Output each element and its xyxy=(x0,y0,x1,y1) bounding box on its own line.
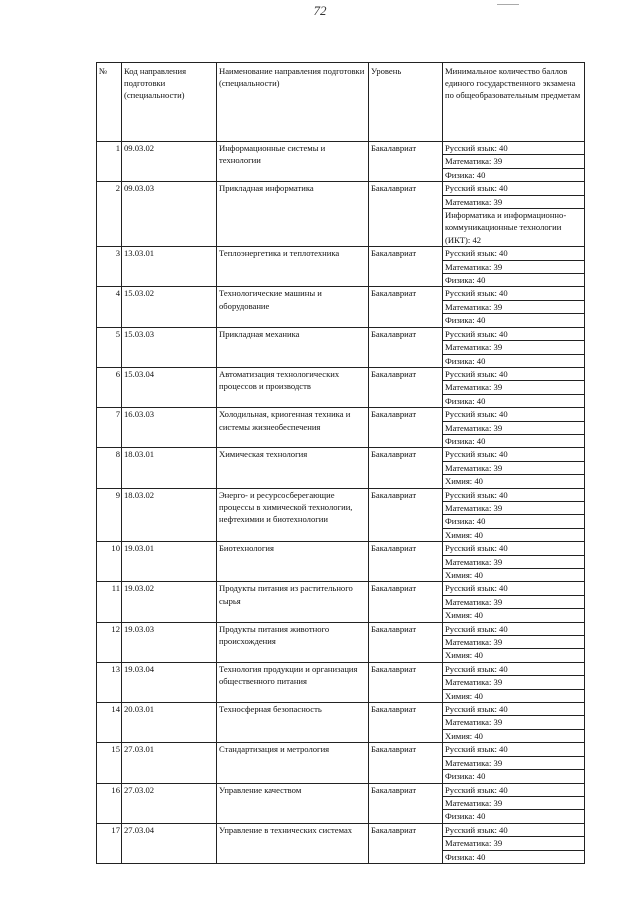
row-number: 1 xyxy=(97,142,122,182)
row-requirement: Математика: 39 xyxy=(443,381,585,394)
row-level: Бакалавриат xyxy=(369,622,443,662)
row-level: Бакалавриат xyxy=(369,408,443,448)
row-name: Продукты питания животного происхождения xyxy=(217,622,369,662)
row-level: Бакалавриат xyxy=(369,703,443,743)
row-level: Бакалавриат xyxy=(369,142,443,182)
header-number: № xyxy=(97,63,122,142)
row-requirement: Математика: 39 xyxy=(443,421,585,434)
row-name: Теплоэнергетика и теплотехника xyxy=(217,247,369,287)
row-code: 15.03.04 xyxy=(122,367,217,407)
row-requirement: Математика: 39 xyxy=(443,501,585,514)
table-header-row xyxy=(97,63,585,142)
row-requirement: Русский язык: 40 xyxy=(443,783,585,796)
row-requirement: Математика: 39 xyxy=(443,155,585,168)
row-name: Информационные системы и технологии xyxy=(217,142,369,182)
row-name: Управление качеством xyxy=(217,783,369,823)
row-number: 9 xyxy=(97,488,122,542)
row-code: 27.03.04 xyxy=(122,823,217,863)
table-row xyxy=(97,622,585,635)
row-requirement: Русский язык: 40 xyxy=(443,823,585,836)
table-row xyxy=(97,142,585,155)
row-level: Бакалавриат xyxy=(369,327,443,367)
row-name: Стандартизация и метрология xyxy=(217,743,369,783)
row-code: 19.03.04 xyxy=(122,662,217,702)
row-name: Управление в технических системах xyxy=(217,823,369,863)
table-row xyxy=(97,247,585,260)
row-requirement: Физика: 40 xyxy=(443,168,585,181)
row-code: 13.03.01 xyxy=(122,247,217,287)
row-code: 18.03.01 xyxy=(122,448,217,488)
row-name: Техносферная безопасность xyxy=(217,703,369,743)
row-requirement: Математика: 39 xyxy=(443,300,585,313)
row-requirement: Математика: 39 xyxy=(443,341,585,354)
row-number: 7 xyxy=(97,408,122,448)
page-number: 72 xyxy=(313,3,327,18)
row-code: 09.03.03 xyxy=(122,182,217,247)
table-row xyxy=(97,448,585,461)
row-code: 19.03.03 xyxy=(122,622,217,662)
row-level: Бакалавриат xyxy=(369,367,443,407)
scan-mark xyxy=(497,4,519,5)
table-row xyxy=(97,703,585,716)
row-requirement: Русский язык: 40 xyxy=(443,622,585,635)
row-requirement: Химия: 40 xyxy=(443,689,585,702)
row-requirement: Математика: 39 xyxy=(443,796,585,809)
row-code: 16.03.03 xyxy=(122,408,217,448)
row-requirement: Математика: 39 xyxy=(443,595,585,608)
table-row xyxy=(97,783,585,796)
row-code: 18.03.02 xyxy=(122,488,217,542)
row-level: Бакалавриат xyxy=(369,542,443,582)
row-name: Химическая технология xyxy=(217,448,369,488)
row-code: 27.03.01 xyxy=(122,743,217,783)
row-number: 17 xyxy=(97,823,122,863)
row-requirement: Физика: 40 xyxy=(443,770,585,783)
header-name: Наименование направления подготовки (специальности) xyxy=(217,63,369,142)
row-name: Биотехнология xyxy=(217,542,369,582)
header-level: Уровень xyxy=(369,63,443,142)
row-requirement: Математика: 39 xyxy=(443,461,585,474)
table-row xyxy=(97,662,585,675)
row-requirement: Физика: 40 xyxy=(443,394,585,407)
row-code: 09.03.02 xyxy=(122,142,217,182)
row-requirement: Физика: 40 xyxy=(443,274,585,287)
row-level: Бакалавриат xyxy=(369,488,443,542)
row-requirement: Русский язык: 40 xyxy=(443,408,585,421)
row-requirement: Русский язык: 40 xyxy=(443,182,585,195)
row-number: 6 xyxy=(97,367,122,407)
row-requirement: Физика: 40 xyxy=(443,434,585,447)
table-row xyxy=(97,287,585,300)
table-row xyxy=(97,327,585,340)
row-requirement: Математика: 39 xyxy=(443,636,585,649)
header-code: Код направления подготовки (специальности) xyxy=(122,63,217,142)
row-requirement: Математика: 39 xyxy=(443,716,585,729)
header-min-score: Минимальное количество баллов единого государственного экзамена по общеобразовательным предметам xyxy=(443,63,585,142)
row-requirement: Математика: 39 xyxy=(443,555,585,568)
table-row xyxy=(97,408,585,421)
row-number: 16 xyxy=(97,783,122,823)
row-number: 10 xyxy=(97,542,122,582)
row-requirement: Химия: 40 xyxy=(443,475,585,488)
row-requirement: Русский язык: 40 xyxy=(443,582,585,595)
row-number: 2 xyxy=(97,182,122,247)
table-body xyxy=(97,142,585,864)
row-number: 8 xyxy=(97,448,122,488)
row-level: Бакалавриат xyxy=(369,823,443,863)
row-level: Бакалавриат xyxy=(369,743,443,783)
row-requirement: Русский язык: 40 xyxy=(443,142,585,155)
row-number: 12 xyxy=(97,622,122,662)
row-level: Бакалавриат xyxy=(369,448,443,488)
row-requirement: Русский язык: 40 xyxy=(443,703,585,716)
row-name: Продукты питания из растительного сырья xyxy=(217,582,369,622)
admission-requirements-table xyxy=(96,62,585,864)
row-code: 19.03.02 xyxy=(122,582,217,622)
table-row xyxy=(97,743,585,756)
row-requirement: Русский язык: 40 xyxy=(443,367,585,380)
row-requirement: Физика: 40 xyxy=(443,810,585,823)
row-requirement: Русский язык: 40 xyxy=(443,448,585,461)
row-name: Технология продукции и организация общественного питания xyxy=(217,662,369,702)
table-row xyxy=(97,367,585,380)
row-code: 15.03.03 xyxy=(122,327,217,367)
row-number: 5 xyxy=(97,327,122,367)
row-number: 11 xyxy=(97,582,122,622)
table-row xyxy=(97,542,585,555)
row-requirement: Химия: 40 xyxy=(443,649,585,662)
row-name: Прикладная информатика xyxy=(217,182,369,247)
row-requirement: Математика: 39 xyxy=(443,837,585,850)
row-requirement: Химия: 40 xyxy=(443,569,585,582)
row-requirement: Русский язык: 40 xyxy=(443,743,585,756)
row-requirement: Информатика и информационно-коммуникационные технологии (ИКТ): 42 xyxy=(443,209,585,247)
row-requirement: Математика: 39 xyxy=(443,756,585,769)
row-requirement: Математика: 39 xyxy=(443,195,585,208)
row-level: Бакалавриат xyxy=(369,662,443,702)
row-number: 13 xyxy=(97,662,122,702)
table-row xyxy=(97,182,585,195)
row-requirement: Математика: 39 xyxy=(443,260,585,273)
row-name: Прикладная механика xyxy=(217,327,369,367)
row-requirement: Русский язык: 40 xyxy=(443,287,585,300)
row-requirement: Физика: 40 xyxy=(443,850,585,863)
table-row xyxy=(97,488,585,501)
row-requirement: Русский язык: 40 xyxy=(443,488,585,501)
row-name: Технологические машины и оборудование xyxy=(217,287,369,327)
row-requirement: Химия: 40 xyxy=(443,528,585,541)
row-number: 3 xyxy=(97,247,122,287)
row-level: Бакалавриат xyxy=(369,783,443,823)
row-requirement: Русский язык: 40 xyxy=(443,662,585,675)
row-requirement: Физика: 40 xyxy=(443,314,585,327)
table-row xyxy=(97,823,585,836)
row-name: Холодильная, криогенная техника и системы жизнеобеспечения xyxy=(217,408,369,448)
row-number: 4 xyxy=(97,287,122,327)
row-name: Энерго- и ресурсосберегающие процессы в химической технологии, нефтехимии и биотехнологии xyxy=(217,488,369,542)
row-code: 20.03.01 xyxy=(122,703,217,743)
row-name: Автоматизация технологических процессов и производств xyxy=(217,367,369,407)
row-code: 15.03.02 xyxy=(122,287,217,327)
row-requirement: Физика: 40 xyxy=(443,515,585,528)
row-requirement: Химия: 40 xyxy=(443,729,585,742)
row-requirement: Физика: 40 xyxy=(443,354,585,367)
row-level: Бакалавриат xyxy=(369,582,443,622)
row-number: 15 xyxy=(97,743,122,783)
row-level: Бакалавриат xyxy=(369,287,443,327)
row-requirement: Русский язык: 40 xyxy=(443,542,585,555)
row-requirement: Химия: 40 xyxy=(443,609,585,622)
row-code: 27.03.02 xyxy=(122,783,217,823)
row-number: 14 xyxy=(97,703,122,743)
row-requirement: Русский язык: 40 xyxy=(443,327,585,340)
row-level: Бакалавриат xyxy=(369,247,443,287)
row-level: Бакалавриат xyxy=(369,182,443,247)
row-code: 19.03.01 xyxy=(122,542,217,582)
row-requirement: Русский язык: 40 xyxy=(443,247,585,260)
table-row xyxy=(97,582,585,595)
row-requirement: Математика: 39 xyxy=(443,676,585,689)
